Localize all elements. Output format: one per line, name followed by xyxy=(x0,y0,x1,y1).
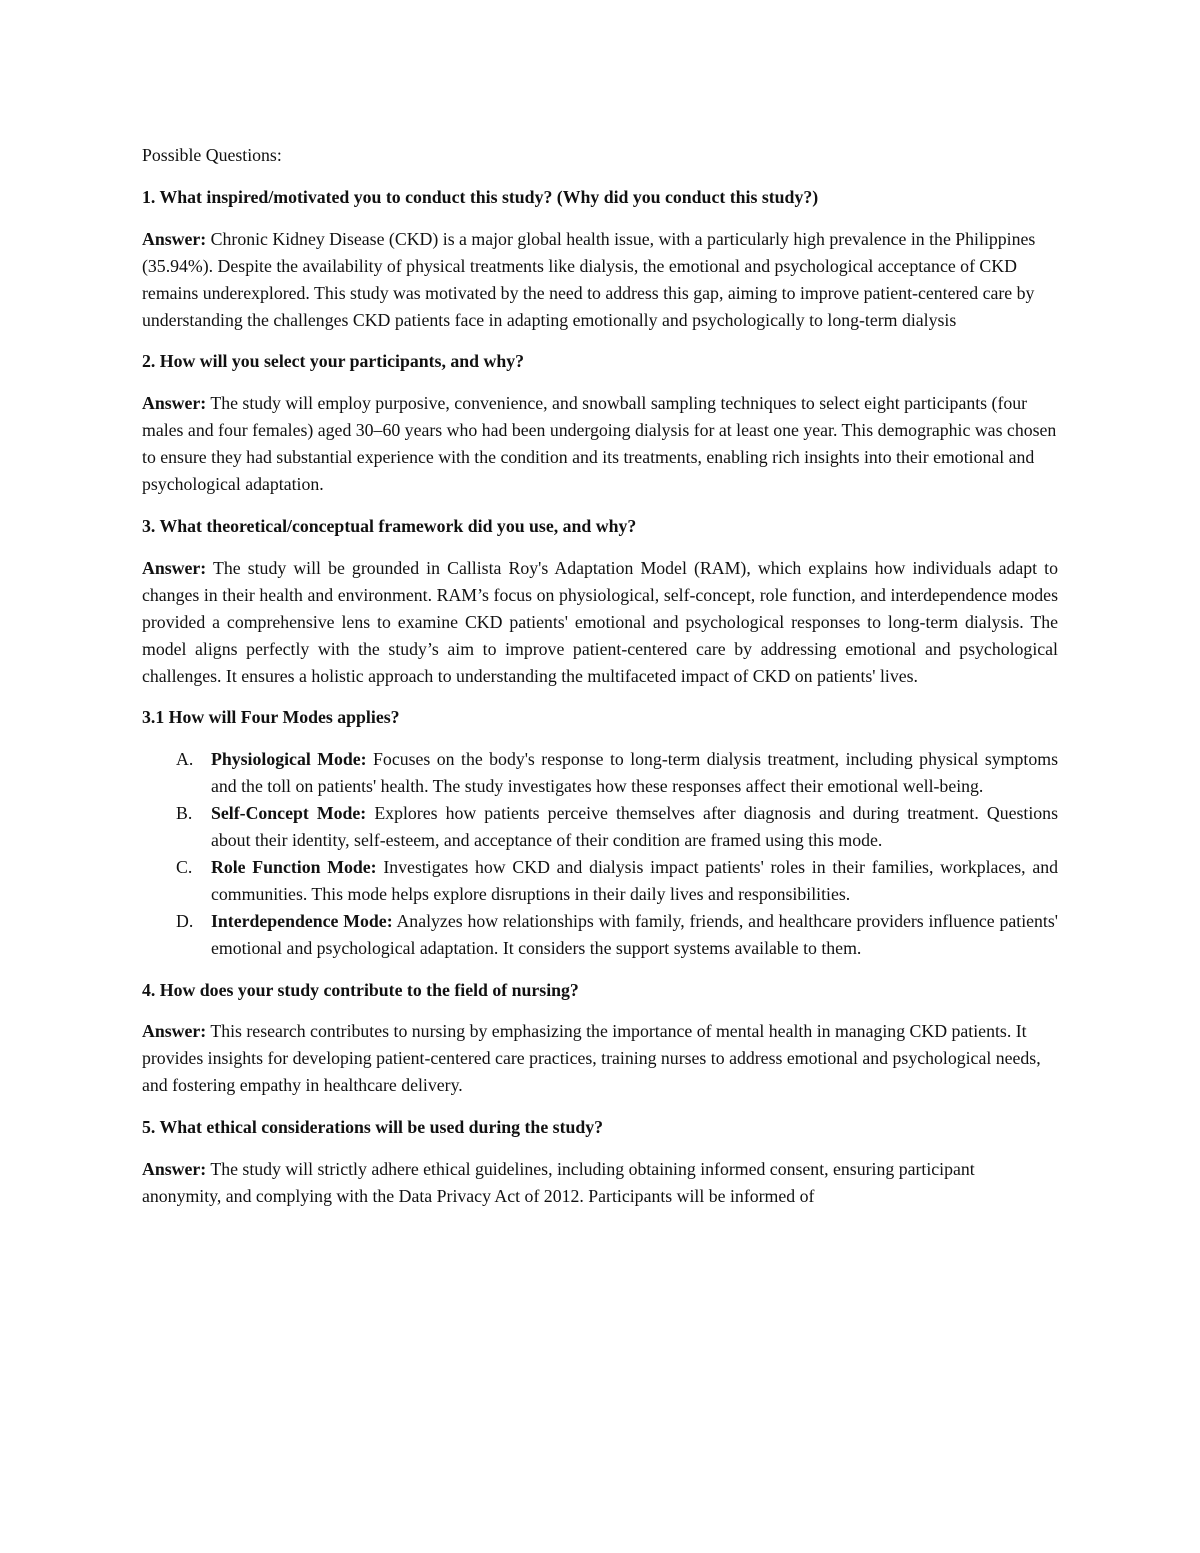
answer-5 xyxy=(142,1156,1058,1210)
mode-letter: A. xyxy=(176,749,194,770)
document-heading: Possible Questions: xyxy=(142,145,282,165)
mode-title: Self-Concept Mode: xyxy=(211,803,367,824)
answer-label: Answer: xyxy=(142,1159,207,1180)
answer-2 xyxy=(142,390,1058,498)
answer-1-text: Chronic Kidney Disease (CKD) is a major global health issue, with a particularly high prevalence in the Philippines (35.94%). Despite the availability of physical treatments like dialysis, the emotional and psychological acceptance of CKD remains underexplored. This study was motivated by the need to address this gap, aiming to improve patient-centered care by understanding the challenges CKD patients face in adapting emotionally and psychologically to long-term dialysis xyxy=(142,228,1036,330)
question-1: 1. What inspired/motivated you to conduct this study? (Why did you conduct this study?) xyxy=(142,186,819,207)
answer-label: Answer: xyxy=(142,393,207,414)
mode-item-role-function xyxy=(142,854,1058,908)
answer-2-text: The study will employ purposive, convenience, and snowball sampling techniques to select eight participants (four males and four females) aged 30–60 years who had been undergoing dialysis for at least one year. This demographic was chosen to ensure they had substantial experience with the condition and its treatments, enabling rich insights into their emotional and psychological adaptation. xyxy=(142,393,1057,495)
answer-1 xyxy=(142,226,1058,334)
answer-3-text: The study will be grounded in Callista Roy's Adaptation Model (RAM), which explains how individuals adapt to changes in their health and environment. RAM’s focus on physiological, self-concept, role function, and interdependence modes provided a comprehensive lens to examine CKD patients' emotional and psychological responses to long-term dialysis. The model aligns perfectly with the study’s aim to improve patient-centered care by addressing emotional and psychological challenges. It ensures a holistic approach to understanding the multifaceted impact of CKD on patients' lives. xyxy=(142,557,1058,686)
answer-label: Answer: xyxy=(142,1021,207,1042)
mode-letter: B. xyxy=(176,803,193,824)
question-3-1: 3.1 How will Four Modes applies? xyxy=(142,707,400,728)
question-3: 3. What theoretical/conceptual framework did you use, and why? xyxy=(142,515,637,536)
answer-label: Answer: xyxy=(142,228,207,249)
answer-4-text: This research contributes to nursing by emphasizing the importance of mental health in managing CKD patients. It provides insights for developing patient-centered care practices, training nurses to address emotional and psychological needs, and fostering empathy in healthcare delivery. xyxy=(142,1021,1041,1096)
question-2: 2. How will you select your participants, and why? xyxy=(142,351,524,372)
mode-text: Focuses on the body's response to long-term dialysis treatment, including physical symptoms and the toll on patients' health. The study investigates how these responses affect their emotional well-being. xyxy=(211,749,1058,797)
question-5: 5. What ethical considerations will be used during the study? xyxy=(142,1117,604,1138)
mode-item-self-concept xyxy=(142,800,1058,854)
question-4: 4. How does your study contribute to the field of nursing? xyxy=(142,979,579,1000)
mode-title: Role Function Mode: xyxy=(211,856,377,877)
modes-list xyxy=(142,746,1058,961)
answer-5-text: The study will strictly adhere ethical guidelines, including obtaining informed consent, ensuring participant anonymity, and complying with the Data Privacy Act of 2012. Participants will be informed of xyxy=(142,1159,975,1206)
answer-label: Answer: xyxy=(142,557,207,578)
mode-text: Explores how patients perceive themselves after diagnosis and during treatment. Questions about their identity, self-esteem, and acceptance of their condition are framed using this mode. xyxy=(211,803,1058,851)
mode-title: Physiological Mode: xyxy=(211,749,367,770)
mode-text: Investigates how CKD and dialysis impact patients' roles in their families, workplaces, and communities. This mode helps explore disruptions in their daily lives and responsibilities. xyxy=(211,856,1058,904)
answer-4 xyxy=(142,1018,1058,1099)
mode-item-physiological xyxy=(142,746,1058,800)
mode-letter: C. xyxy=(176,856,193,877)
mode-item-interdependence xyxy=(142,908,1058,962)
answer-3 xyxy=(142,555,1058,690)
mode-letter: D. xyxy=(176,910,194,931)
mode-text: Analyzes how relationships with family, friends, and healthcare providers influence patients' emotional and psychological adaptation. It considers the support systems available to them. xyxy=(211,910,1058,958)
mode-title: Interdependence Mode: xyxy=(211,910,393,931)
